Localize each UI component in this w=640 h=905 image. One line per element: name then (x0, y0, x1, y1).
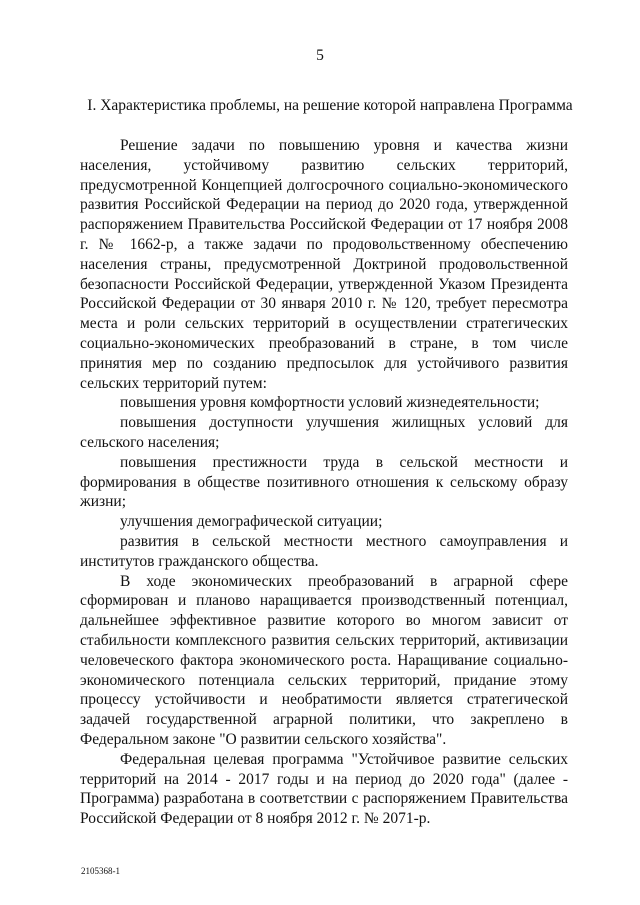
paragraph: улучшения демографической ситуации; (120, 513, 383, 531)
paragraph: Федеральная целевая программа "Устойчивое развитие сельских территорий на 2014 - 2017 годы и на период до 2020 года" (далее - Программа) разработана в соответствии с распоряжением Правительства Российской Федерации от 8 ноября 2012 г. № 2071-р. (80, 750, 568, 828)
page-number: 5 (316, 47, 324, 64)
paragraph: повышения уровня комфортности условий жизнедеятельности; (120, 394, 540, 412)
paragraph: развития в сельской местности местного самоуправления и институтов гражданского общества. (80, 532, 568, 570)
document-code: 2105368-1 (81, 866, 120, 876)
paragraph: повышения престижности труда в сельской местности и формирования в обществе позитивного отношения к сельскому образу жизни; (80, 453, 568, 511)
paragraph: повышения доступности улучшения жилищных условий для сельского населения; (80, 414, 568, 451)
paragraph: Решение задачи по повышению уровня и качества жизни населения, устойчивому развитию сельских территорий, предусмотренной Концепцией долгосрочного социально-экономического развития Российской Федерации на период до 2020 года, утвержденной распоряжением Правительства Российской Федерации от 17 ноября 2008 г. № 1662-р, а также задачи по продовольственному обеспечению населения страны, предусмотренной Доктриной продовольственной безопасности Российской Федерации, утвержденной Указом Президента Российской Федерации от 30 января 2010 г. № 120, требует пересмотра места и роли сельских территорий в осуществлении стратегических социально-экономических преобразований в стране, в том числе принятия мер по созданию предпосылок для устойчивого развития сельских территорий путем: (80, 137, 568, 392)
paragraph: В ходе экономических преобразований в аграрной сфере сформирован и планово наращивается производственный потенциал, дальнейшее эффективное развитие которого во многом зависит от стабильности комплексного развития сельских территорий, активизации человеческого фактора экономического роста. Наращивание социально-экономического потенциала сельских территорий, придание этому процессу устойчивости и необратимости является стратегической задачей государственной аграрной политики, что закреплено в Федеральном законе "О развитии сельского хозяйства". (80, 572, 568, 748)
body-text (80, 136, 568, 829)
section-heading: I. Характеристика проблемы, на решение которой направлена Программа (87, 97, 573, 114)
